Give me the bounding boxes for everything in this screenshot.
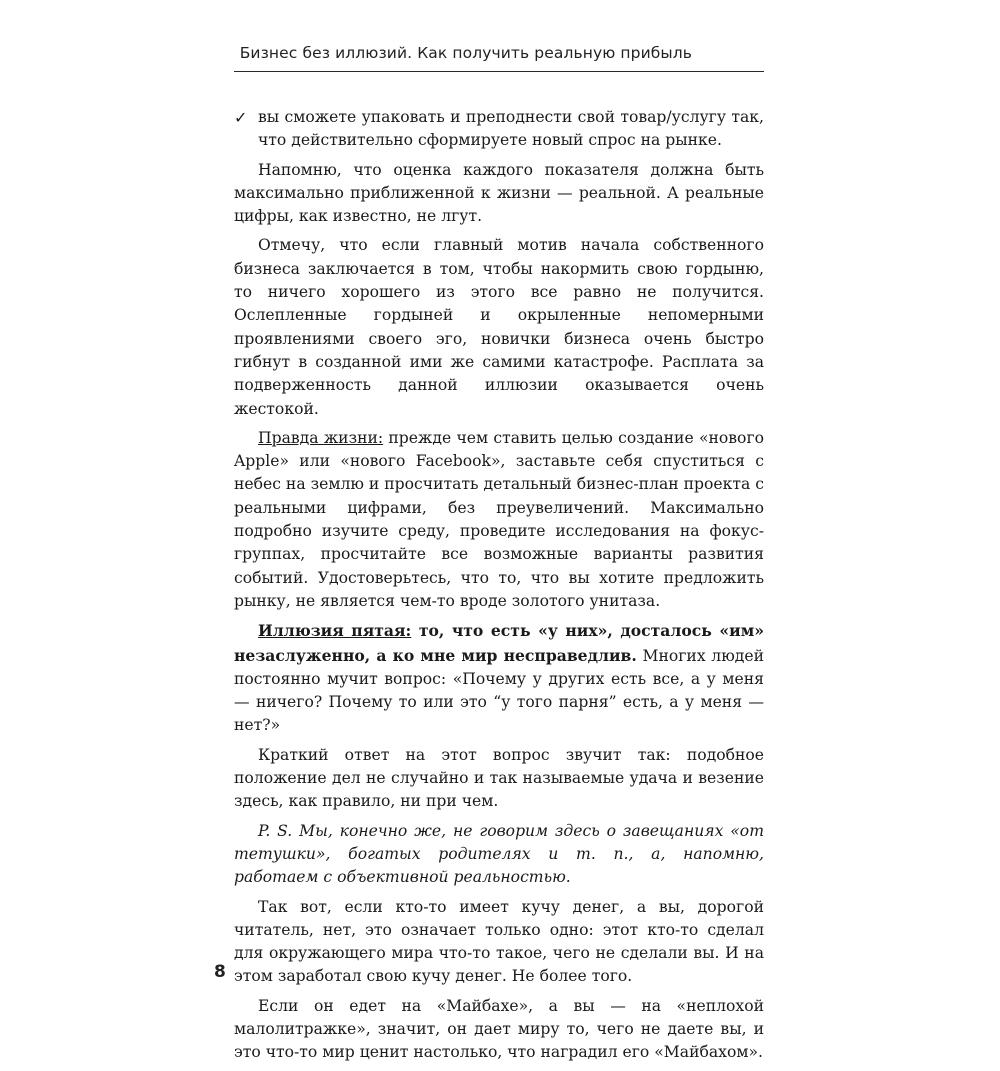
postscript-note: P. S. Мы, конечно же, не говорим здесь о завещаниях «от тетушки», богатых родителях и т. п., а, напомню, работаем с объективной реальностью. bbox=[234, 821, 764, 887]
paragraph-1: Напомню, что оценка каждого показателя должна быть максимально приближенной к жизни — реальной. А реальные цифры, как известно, не лгут. bbox=[234, 160, 764, 226]
paragraph-4 bbox=[234, 619, 764, 737]
paragraph-3-text: прежде чем ставить целью создание «нового Apple» или «нового Facebook», заставьте себя спуститься с небес на землю и просчитать детальный бизнес-план проекта с реальными цифрами, без преувеличений. Максимально подробно изучите среду, проведите исследования на фокус-группах, просчитайте все возможные варианты развития событий. Удостоверьтесь, что то, что вы хотите предложить рынку, не является чем-то вроде золотого унитаза. bbox=[234, 428, 765, 610]
illusion-five-label: Иллюзия пятая: bbox=[258, 621, 412, 641]
paragraph-5: Краткий ответ на этот вопрос звучит так: подобное положение дел не случайно и так называемые удача и везение здесь, как правило, ни при чем. bbox=[234, 745, 764, 811]
paragraph-8: Если он едет на «Майбахе», а вы — на «неплохой малолитражке», значит, он дает миру то, чего не даете вы, и это что-то мир ценит настолько, что наградил его «Майбахом». bbox=[234, 996, 764, 1062]
checkmark-icon: ✓ bbox=[234, 108, 248, 127]
page-number: 8 bbox=[214, 962, 226, 982]
illusion-five-statement: то, что есть «у них», досталось «им» незаслуженно, а ко мне мир несправедлив. bbox=[234, 621, 765, 665]
header-rule bbox=[234, 71, 764, 72]
paragraph-3 bbox=[234, 427, 764, 613]
body-text bbox=[234, 106, 764, 1071]
bullet-text: вы сможете упаковать и преподнести свой товар/услугу так, что действительно сформируете новый спрос на рынке. bbox=[258, 108, 764, 150]
bullet-item bbox=[234, 106, 764, 153]
paragraph-7: Так вот, если кто-то имеет кучу денег, а вы, дорогой читатель, нет, это означает только одно: этот кто-то сделал для окружающего мира что-то такое, чего не сделали вы. И на этом заработал свою кучу денег. Не более того. bbox=[234, 897, 764, 986]
paragraph-4-text: Многих людей постоянно мучит вопрос: «Почему у других есть все, а у меня — ничего? Почему то или это “у того парня” есть, а у меня — нет?» bbox=[234, 646, 764, 735]
running-header: Бизнес без иллюзий. Как получить реальную прибыль bbox=[239, 44, 692, 62]
paragraph-2: Отмечу, что если главный мотив начала собственного бизнеса заключается в том, чтобы накормить свою гордыню, то ничего хорошего из этого все равно не получится. Ослепленные гордыней и окрыленные непомерными проявлениями своего эго, новички бизнеса очень быстро гибнут в созданной ими же самими катастрофе. Расплата за подверженность данной иллюзии оказывается очень жестокой. bbox=[234, 236, 764, 418]
truth-of-life-label: Правда жизни: bbox=[258, 428, 384, 447]
